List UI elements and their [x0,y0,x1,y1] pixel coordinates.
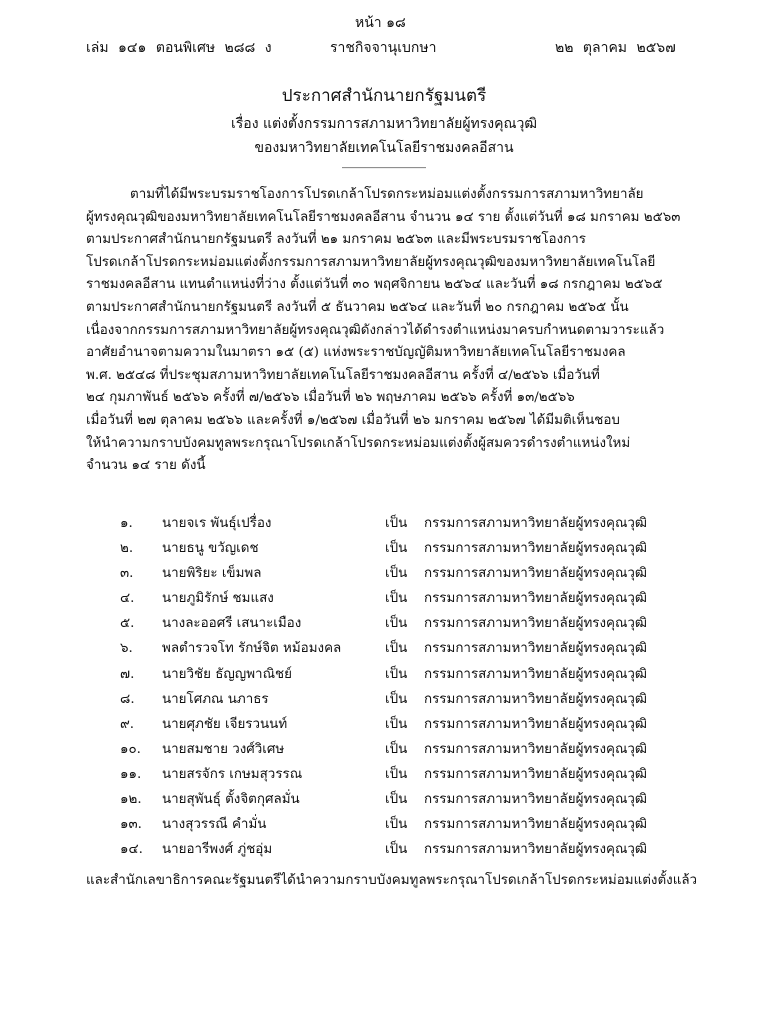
member-number: ๑. [120,516,133,531]
member-position: กรรมการสภามหาวิทยาลัยผู้ทรงคุณวุฒิ [424,591,647,607]
member-position: กรรมการสภามหาวิทยาลัยผู้ทรงคุณวุฒิ [424,541,647,557]
volume-issue: เล่ม ๑๔๑ ตอนพิเศษ ๒๘๘ ง [86,40,272,56]
member-row [120,837,720,862]
body-line: เมื่อวันที่ ๒๗ ตุลาคม ๒๕๖๖ และครั้งที่ ๑/๒๕๖๗ เมื่อวันที่ ๒๖ มกราคม ๒๕๖๗ ได้มีมติเห็นชอบ [86,412,620,428]
member-row [120,687,720,712]
member-row [120,586,720,611]
subject-line-2: ของมหาวิทยาลัยเทคโนโลยีราชมงคลอีสาน [254,140,514,156]
body-line: อาศัยอำนาจตามความในมาตรา ๑๕ (๕) แห่งพระราชบัญญัติมหาวิทยาลัยเทคโนโลยีราชมงคล [86,345,626,361]
gazette-name: ราชกิจจานุเบกษา [330,40,437,56]
body-line: ๒๔ กุมภาพันธ์ ๒๕๖๖ ครั้งที่ ๗/๒๕๖๖ เมื่อวันที่ ๒๖ พฤษภาคม ๒๕๖๖ ครั้งที่ ๑๓/๒๕๖๖ [86,390,575,406]
member-number: ๑๑. [120,766,142,782]
member-position: กรรมการสภามหาวิทยาลัยผู้ทรงคุณวุฒิ [424,766,647,782]
member-name: นายสมชาย วงศ์วิเศษ [162,741,285,757]
member-name: นายโศภณ นภาธร [162,691,269,707]
body-line: เนื่องจากกรรมการสภามหาวิทยาลัยผู้ทรงคุณวุฒิดังกล่าวได้ดำรงตำแหน่งมาครบกำหนดตามวาระแล้ว [86,322,665,338]
member-row [120,511,720,536]
member-number: ๑๒. [120,792,142,808]
member-number: ๑๐. [120,741,141,757]
body-line: ราชมงคลอีสาน แทนตำแหน่งที่ว่าง ตั้งแต่วันที่ ๓๐ พฤศจิกายน ๒๕๖๔ และวันที่ ๑๘ กรกฎาคม ๒๕๖๕ [86,277,663,293]
member-row [120,636,720,661]
member-number: ๓. [120,566,134,582]
member-name: นายวิชัย ธัญญพาณิชย์ [162,666,292,682]
member-row [120,762,720,787]
member-position: กรรมการสภามหาวิทยาลัยผู้ทรงคุณวุฒิ [424,817,647,833]
member-row [120,787,720,812]
body-line: จำนวน ๑๔ ราย ดังนี้ [86,458,206,474]
issue-date: ๒๒ ตุลาคม ๒๕๖๗ [555,40,676,56]
member-position: กรรมการสภามหาวิทยาลัยผู้ทรงคุณวุฒิ [424,741,647,757]
member-position: กรรมการสภามหาวิทยาลัยผู้ทรงคุณวุฒิ [424,792,647,808]
position-word: เป็น [385,766,408,782]
member-number: ๗. [120,666,135,682]
member-number: ๑๓. [120,817,142,833]
member-position: กรรมการสภามหาวิทยาลัยผู้ทรงคุณวุฒิ [424,641,647,657]
position-word: เป็น [385,741,408,757]
member-number: ๔. [120,591,135,607]
announcement-body [86,184,680,478]
position-word: เป็น [385,691,408,707]
member-row [120,561,720,586]
member-number: ๑๔. [120,842,143,858]
member-position: กรรมการสภามหาวิทยาลัยผู้ทรงคุณวุฒิ [424,566,647,582]
position-word: เป็น [385,792,408,808]
position-word: เป็น [385,842,408,858]
member-list [120,511,720,862]
member-position: กรรมการสภามหาวิทยาลัยผู้ทรงคุณวุฒิ [424,716,647,732]
position-word: เป็น [385,616,408,632]
member-name: นายสรจักร เกษมสุวรรณ [162,766,303,782]
body-line: ผู้ทรงคุณวุฒิของมหาวิทยาลัยเทคโนโลยีราชมงคลอีสาน จำนวน ๑๔ ราย ตั้งแต่วันที่ ๑๘ มกราคม ๒๕๖๓ [86,209,681,225]
member-position: กรรมการสภามหาวิทยาลัยผู้ทรงคุณวุฒิ [424,666,647,682]
body-line: พ.ศ. ๒๕๔๘ ที่ประชุมสภามหาวิทยาลัยเทคโนโลยีราชมงคลอีสาน ครั้งที่ ๔/๒๕๖๖ เมื่อวันที่ [86,367,600,383]
announcement-title: ประกาศสำนักนายกรัฐมนตรี [281,86,487,106]
member-row [120,712,720,737]
member-row [120,536,720,561]
position-word: เป็น [385,541,408,557]
member-name: พลตำรวจโท รักษ์จิต หม้อมงคล [162,641,342,657]
member-name: นายศุภชัย เจียรวนนท์ [162,716,288,732]
member-name: นายสุพันธุ์ ตั้งจิตกุศลมั่น [162,792,300,808]
member-position: กรรมการสภามหาวิทยาลัยผู้ทรงคุณวุฒิ [424,691,647,707]
member-row [120,737,720,762]
member-position: กรรมการสภามหาวิทยาลัยผู้ทรงคุณวุฒิ [424,516,647,531]
member-name: นายจเร พันธุ์เปรื่อง [162,516,272,531]
member-name: นายอารีพงศ์ ภู่ชอุ่ม [162,842,273,858]
body-line: ตามประกาศสำนักนายกรัฐมนตรี ลงวันที่ ๕ ธันวาคม ๒๕๖๔ และวันที่ ๒๐ กรกฎาคม ๒๕๖๕ นั้น [86,299,629,315]
member-number: ๖. [120,641,133,657]
member-row [120,662,720,687]
member-number: ๙. [120,716,135,732]
body-line: ตามประกาศสำนักนายกรัฐมนตรี ลงวันที่ ๒๑ มกราคม ๒๕๖๓ และมีพระบรมราชโองการ [86,232,586,248]
subject-line-1: เรื่อง แต่งตั้งกรรมการสภามหาวิทยาลัยผู้ทรงคุณวุฒิ [230,116,538,132]
body-line: โปรดเกล้าโปรดกระหม่อมแต่งตั้งกรรมการสภามหาวิทยาลัยผู้ทรงคุณวุฒิของมหาวิทยาลัยเทคโนโลยี [86,254,656,270]
position-word: เป็น [385,591,408,607]
member-position: กรรมการสภามหาวิทยาลัยผู้ทรงคุณวุฒิ [424,616,647,632]
member-name: นายธนู ขวัญเดช [162,541,259,557]
member-position: กรรมการสภามหาวิทยาลัยผู้ทรงคุณวุฒิ [424,842,647,858]
member-number: ๒. [120,541,134,557]
position-word: เป็น [385,817,408,833]
member-name: นายพิริยะ เข็มพล [162,566,262,582]
member-name: นางสุวรรณี คำมั่น [162,817,267,833]
closing-line: และสำนักเลขาธิการคณะรัฐมนตรีได้นำความกราบบังคมทูลพระกรุณาโปรดเกล้าโปรดกระหม่อมแต่งตั้งแล้ว [86,873,698,888]
position-word: เป็น [385,666,408,682]
member-row [120,611,720,636]
position-word: เป็น [385,516,408,531]
member-name: นางละออศรี เสนาะเมือง [162,616,302,632]
member-number: ๘. [120,691,135,707]
body-line: ให้นำความกราบบังคมทูลพระกรุณาโปรดเกล้าโปรดกระหม่อมแต่งตั้งผู้สมควรดำรงตำแหน่งใหม่ [86,435,631,451]
position-word: เป็น [385,641,408,657]
title-divider: ____________ [342,153,426,169]
page-number: หน้า ๑๘ [355,15,406,31]
position-word: เป็น [385,566,408,582]
member-number: ๕. [120,616,135,632]
member-row [120,812,720,837]
position-word: เป็น [385,716,408,732]
member-name: นายภูมิรักษ์ ชมแสง [162,591,274,607]
body-line: ตามที่ได้มีพระบรมราชโองการโปรดเกล้าโปรดกระหม่อมแต่งตั้งกรรมการสภามหาวิทยาลัย [130,187,644,202]
